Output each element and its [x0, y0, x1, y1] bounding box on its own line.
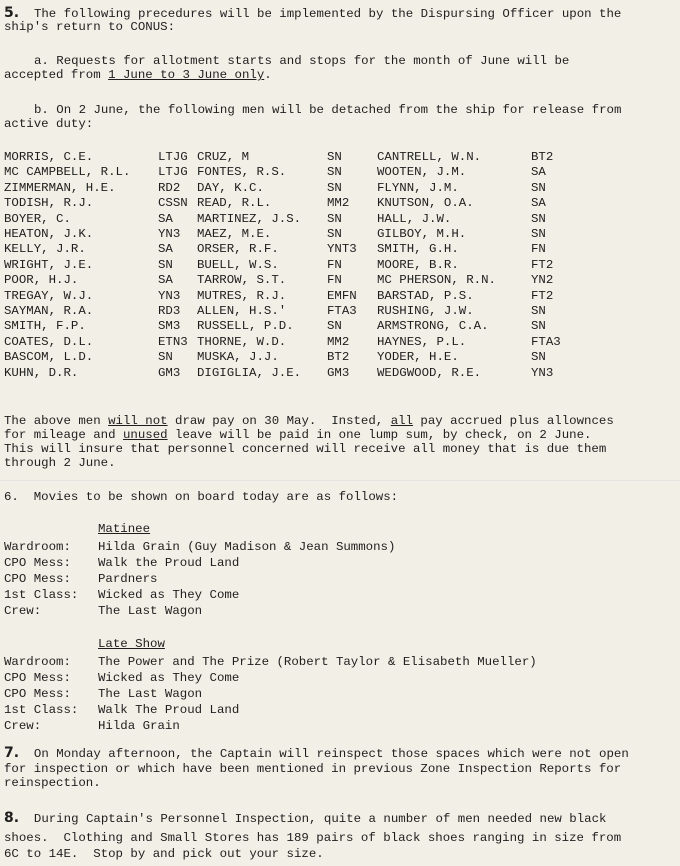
roster-rate: SA [531, 165, 546, 180]
item5-line2: ship's return to CONUS: [4, 20, 176, 34]
roster-name: KNUTSON, O.A. [377, 196, 474, 211]
movie-title: Walk The Proud Land [98, 703, 240, 717]
roster-name: THORNE, W.D. [197, 334, 287, 349]
roster-rate: GM3 [327, 365, 350, 380]
roster-rate: SN [531, 319, 546, 334]
roster-rate: FT2 [531, 257, 554, 272]
item5-number: 5. [4, 5, 20, 21]
roster-name: MAEZ, M.E. [197, 227, 272, 241]
roster-name: MC PHERSON, R.N. [377, 273, 496, 288]
movie-location: Wardroom: [4, 540, 71, 554]
roster-name: HALL, J.W. [377, 211, 452, 226]
roster-rate: SN [327, 150, 342, 164]
roster-name: POOR, H.J. [4, 273, 79, 288]
roster-rate: MM2 [327, 334, 350, 349]
roster-rate: SN [327, 227, 342, 241]
roster-name: DAY, K.C. [197, 180, 264, 195]
roster-rate: GM3 [158, 365, 181, 380]
movie-location: Wardroom: [4, 655, 71, 669]
item5a-line2: accepted from 1 June to 3 June only. [4, 68, 272, 82]
roster-rate: YN3 [158, 288, 181, 303]
item5b-line1: b. On 2 June, the following men will be detached from the ship for release from [34, 103, 622, 117]
roster-rate: RD2 [158, 180, 181, 195]
item7-number: 7. [4, 745, 20, 761]
roster-rate: BT2 [531, 150, 554, 164]
item5-line1: 5. The following precedures will be implemented by the Dispursing Officer upon the [4, 5, 622, 21]
roster-rate: SN [327, 319, 342, 334]
pay-line3: This will insure that personnel concerned will receive all money that is due them [4, 442, 607, 456]
roster-rate: YNT3 [327, 242, 357, 257]
roster-name: WRIGHT, J.E. [4, 257, 94, 272]
roster-rate: FN [327, 273, 342, 288]
pay-line4: through 2 June. [4, 456, 116, 470]
movie-title: The Last Wagon [98, 687, 203, 701]
roster-name: TODISH, R.J. [4, 196, 94, 211]
roster-name: HAYNES, P.L. [377, 334, 467, 349]
movie-location: Crew: [4, 604, 42, 618]
movie-location: Crew: [4, 719, 42, 733]
roster-rate: SN [327, 165, 342, 180]
item7-line1: 7. On Monday afternoon, the Captain will reinspect those spaces which were not open [4, 745, 629, 761]
roster-rate: EMFN [327, 288, 357, 303]
pay-line2: for mileage and unused leave will be paid in one lump sum, by check, on 2 June. [4, 428, 592, 442]
roster-name: BARSTAD, P.S. [377, 288, 474, 303]
movie-title: Hilda Grain (Guy Madison & Jean Summons) [98, 540, 396, 554]
roster-rate: SN [531, 304, 546, 318]
late-show-title: Late Show [98, 637, 165, 651]
movie-title: Pardners [98, 572, 158, 586]
roster-rate: SM3 [158, 319, 181, 334]
roster-name: READ, R.L. [197, 196, 272, 211]
roster-rate: SA [158, 211, 173, 226]
roster-name: MUSKA, J.J. [197, 350, 279, 365]
item8-line2: shoes. Clothing and Small Stores has 189 pairs of black shoes ranging in size from [4, 831, 622, 845]
roster-name: MOORE, B.R. [377, 257, 459, 272]
item8-line1: 8. During Captain's Personnel Inspection, quite a number of men needed new black [4, 810, 607, 826]
roster-rate: YN3 [531, 365, 554, 380]
roster-rate: MM2 [327, 196, 350, 211]
movie-title: Wicked as They Come [98, 671, 240, 685]
roster-rate: FN [327, 257, 342, 272]
roster-name: TARROW, S.T. [197, 273, 287, 288]
item5a-line1: a. Requests for allotment starts and stops for the month of June will be [34, 54, 570, 68]
roster-name: ALLEN, H.S.' [197, 304, 287, 318]
roster-name: WEDGWOOD, R.E. [377, 365, 482, 380]
roster-name: KUHN, D.R. [4, 365, 79, 380]
roster-name: FLYNN, J.M. [377, 180, 459, 195]
roster-name: FONTES, R.S. [197, 165, 287, 180]
roster-name: RUSSELL, P.D. [197, 319, 294, 334]
roster-rate: ETN3 [158, 334, 188, 349]
movie-location: CPO Mess: [4, 671, 71, 685]
roster-name: SAYMAN, R.A. [4, 304, 94, 318]
roster-name: BASCOM, L.D. [4, 350, 94, 365]
roster-rate: SN [327, 211, 342, 226]
roster-rate: RD3 [158, 304, 181, 318]
roster-name: ZIMMERMAN, H.E. [4, 180, 116, 195]
roster-name: SMITH, F.P. [4, 319, 86, 334]
pay-line1: The above men will not draw pay on 30 May. Insted, all pay accrued plus allownces [4, 414, 614, 428]
roster-name: CANTRELL, W.N. [377, 150, 482, 164]
movie-location: CPO Mess: [4, 687, 71, 701]
roster-name: ARMSTRONG, C.A. [377, 319, 489, 334]
roster-name: WOOTEN, J.M. [377, 165, 467, 180]
roster-name: MARTINEZ, J.S. [197, 211, 302, 226]
movie-location: CPO Mess: [4, 572, 71, 586]
roster-name: COATES, D.L. [4, 334, 94, 349]
movie-location: CPO Mess: [4, 556, 71, 570]
roster-rate: SN [531, 211, 546, 226]
movie-title: The Power and The Prize (Robert Taylor & Elisabeth Mueller) [98, 655, 537, 669]
roster-rate: LTJG [158, 150, 188, 164]
movie-title: Wicked as They Come [98, 588, 240, 602]
roster-rate: FT2 [531, 288, 554, 303]
roster-rate: FN [531, 242, 546, 257]
roster-name: HEATON, J.K. [4, 227, 94, 241]
roster-name: YODER, H.E. [377, 350, 459, 365]
movie-title: Hilda Grain [98, 719, 180, 733]
roster-name: MUTRES, R.J. [197, 288, 287, 303]
roster-rate: YN2 [531, 273, 554, 288]
roster-name: ORSER, R.F. [197, 242, 279, 257]
roster-rate: SN [531, 350, 546, 365]
item5b-line2: active duty: [4, 117, 94, 131]
movie-title: Walk the Proud Land [98, 556, 240, 570]
roster-name: BUELL, W.S. [197, 257, 279, 272]
roster-rate: BT2 [327, 350, 350, 365]
roster-rate: SN [531, 227, 546, 241]
roster-name: DIGIGLIA, J.E. [197, 365, 302, 380]
item8-line3: 6C to 14E. Stop by and pick out your size. [4, 847, 324, 861]
roster-rate: YN3 [158, 227, 181, 241]
roster-rate: FTA3 [327, 304, 357, 318]
roster-name: KELLY, J.R. [4, 242, 86, 257]
item7-line3: reinspection. [4, 776, 101, 790]
roster-name: RUSHING, J.W. [377, 304, 474, 318]
roster-rate: SA [531, 196, 546, 211]
movie-location: 1st Class: [4, 588, 79, 602]
movie-title: The Last Wagon [98, 604, 203, 618]
roster-rate: SN [327, 180, 342, 195]
paper-fold [0, 480, 680, 482]
roster-rate: SN [158, 257, 173, 272]
item7-line2: for inspection or which have been mentioned in previous Zone Inspection Reports for [4, 762, 622, 776]
roster-rate: LTJG [158, 165, 188, 180]
roster-name: SMITH, G.H. [377, 242, 459, 257]
roster-name: CRUZ, M [197, 150, 250, 164]
item6-header: 6. Movies to be shown on board today are as follows: [4, 490, 399, 504]
roster-rate: SA [158, 242, 173, 257]
roster-name: TREGAY, W.J. [4, 288, 94, 303]
roster-rate: FTA3 [531, 334, 561, 349]
roster-rate: CSSN [158, 196, 188, 211]
roster-rate: SN [531, 180, 546, 195]
roster-name: BOYER, C. [4, 211, 71, 226]
roster-name: GILBOY, M.H. [377, 227, 467, 241]
allotment-dates: 1 June to 3 June only [108, 68, 265, 82]
roster-rate: SN [158, 350, 173, 365]
movie-location: 1st Class: [4, 703, 79, 717]
matinee-title: Matinee [98, 522, 151, 536]
roster-rate: SA [158, 273, 173, 288]
roster-name: MC CAMPBELL, R.L. [4, 165, 131, 180]
item8-number: 8. [4, 810, 20, 826]
roster-name: MORRIS, C.E. [4, 150, 94, 164]
